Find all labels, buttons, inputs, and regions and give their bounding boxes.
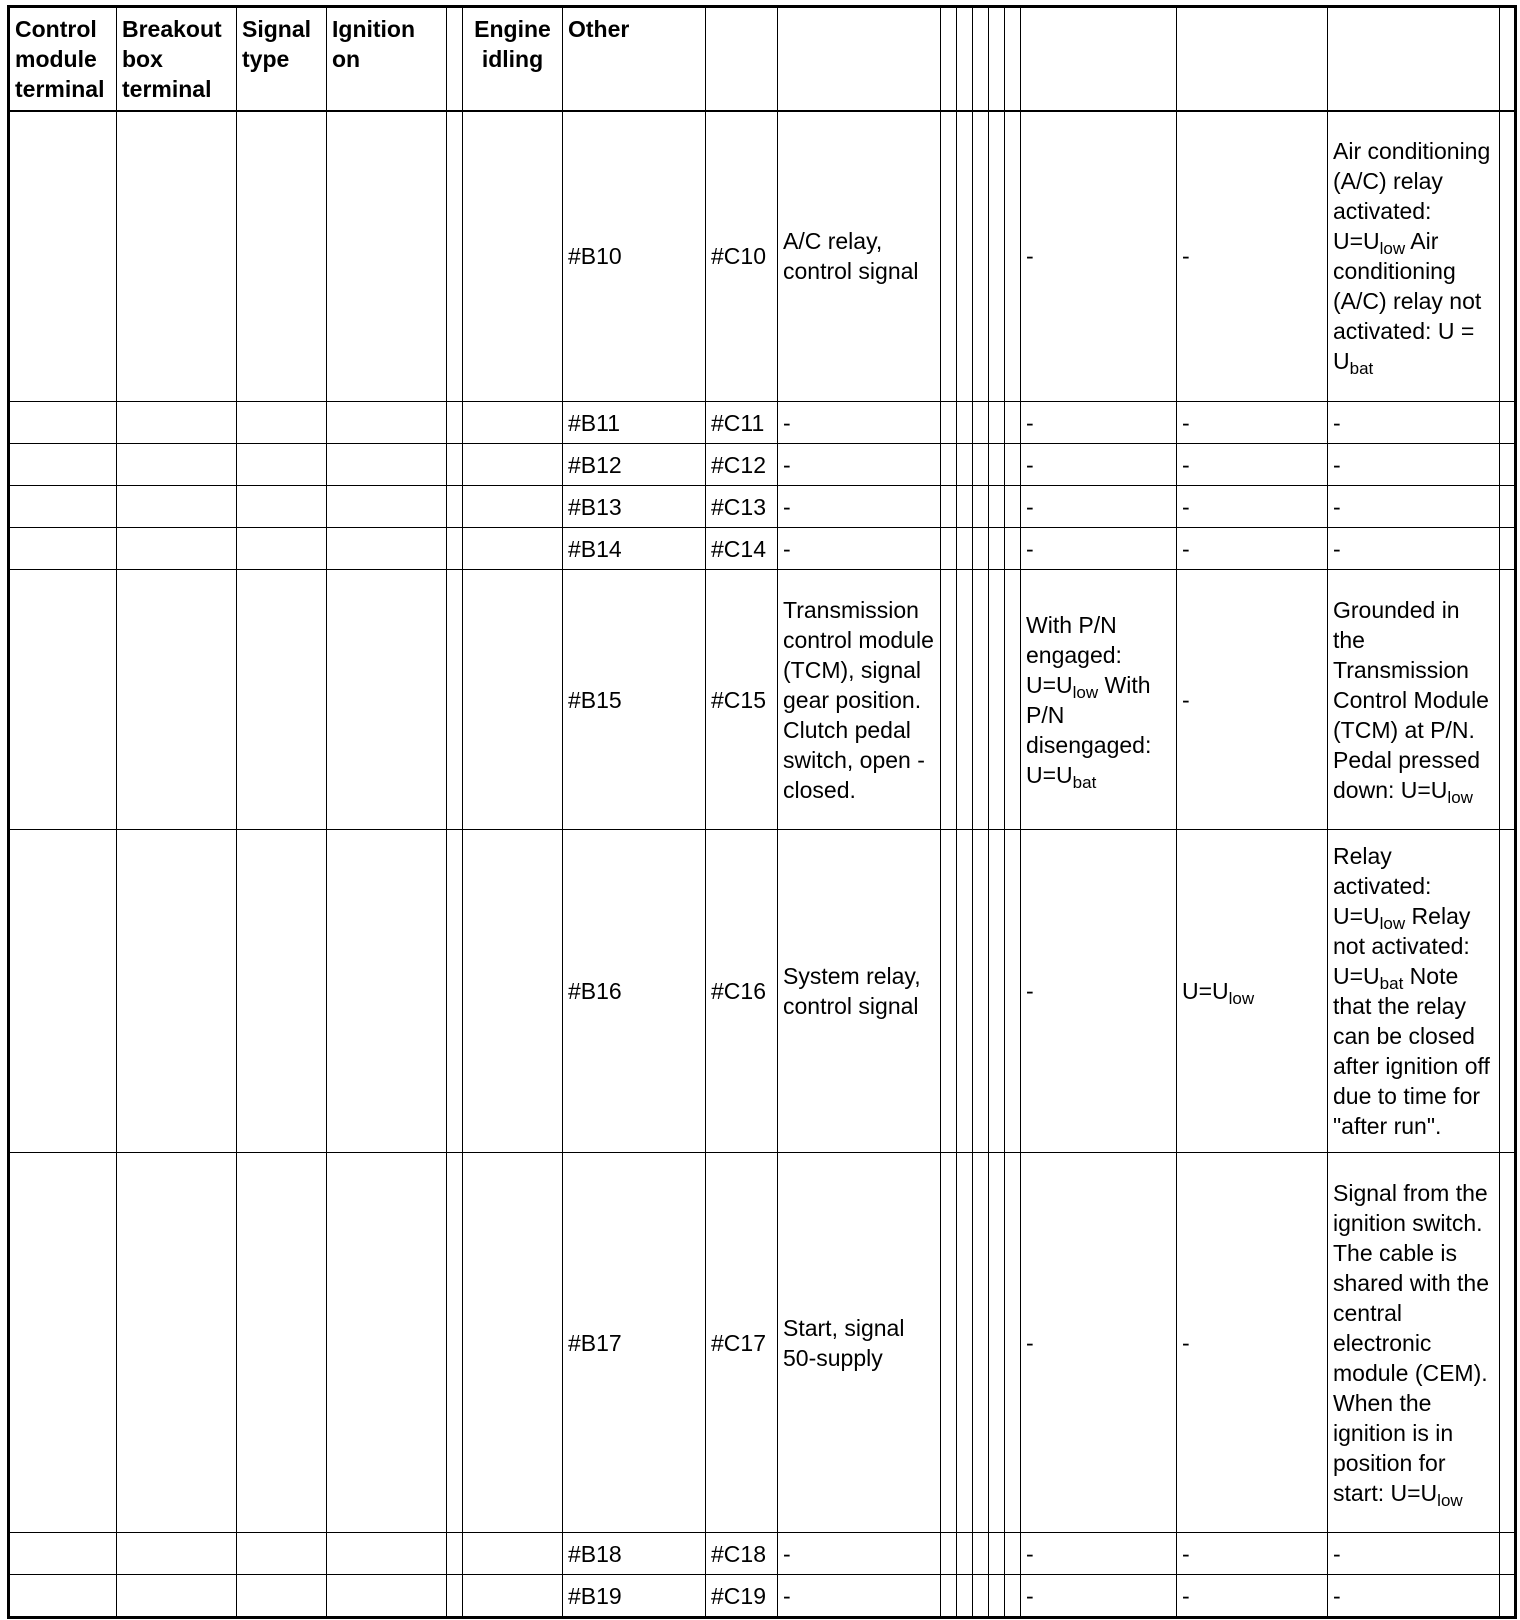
value-cell: - — [1021, 528, 1177, 570]
breakout-c-terminal: #C14 — [706, 528, 778, 570]
breakout-b-terminal: #B19 — [563, 1575, 706, 1618]
breakout-c-terminal: #C12 — [706, 444, 778, 486]
note-cell: - — [1328, 528, 1500, 570]
header-empty — [957, 7, 973, 111]
signal-description: - — [778, 528, 941, 570]
breakout-c-terminal: #C11 — [706, 402, 778, 444]
table-row-b14 — [9, 528, 1516, 570]
signal-description: - — [778, 444, 941, 486]
note-cell: - — [1328, 1533, 1500, 1575]
value-cell: - — [1177, 1575, 1328, 1618]
signal-description: Transmission control module (TCM), signal gear position. Clutch pedal switch, open - closed. — [778, 570, 941, 830]
header-empty — [706, 7, 778, 111]
signal-description: A/C relay, control signal — [778, 111, 941, 402]
breakout-c-terminal: #C15 — [706, 570, 778, 830]
table-row-b18 — [9, 1533, 1516, 1575]
header-row — [9, 7, 1516, 111]
table-row-b16 — [9, 830, 1516, 1153]
table-row-b13 — [9, 486, 1516, 528]
breakout-b-terminal: #B18 — [563, 1533, 706, 1575]
header-control-module-terminal: Control module terminal — [9, 7, 117, 111]
breakout-c-terminal: #C17 — [706, 1153, 778, 1533]
note-cell: Relay activated: $U=U_{low}$ Relay not activated: $U=U_{bat}$ Note that the relay can be closed after ignition off due to time for "after run". — [1328, 830, 1500, 1153]
breakout-c-terminal: #C19 — [706, 1575, 778, 1618]
table-row-b17 — [9, 1153, 1516, 1533]
note-cell: Air conditioning (A/C) relay activated: $U=U_{low}$ Air conditioning (A/C) relay not activated: $U = U_{bat}$ — [1328, 111, 1500, 402]
value-cell: - — [1021, 402, 1177, 444]
breakout-b-terminal: #B15 — [563, 570, 706, 830]
header-empty — [1177, 7, 1328, 111]
value-cell: - — [1177, 111, 1328, 402]
breakout-b-terminal: #B16 — [563, 830, 706, 1153]
table-row-b10 — [9, 111, 1516, 402]
breakout-b-terminal: #B10 — [563, 111, 706, 402]
breakout-c-terminal: #C13 — [706, 486, 778, 528]
note-cell: - — [1328, 1575, 1500, 1618]
terminal-table — [7, 5, 1517, 1619]
signal-description: - — [778, 486, 941, 528]
header-empty — [778, 7, 941, 111]
note-cell: - — [1328, 486, 1500, 528]
breakout-c-terminal: #C18 — [706, 1533, 778, 1575]
signal-description: - — [778, 402, 941, 444]
header-empty — [1021, 7, 1177, 111]
value-cell: - — [1177, 528, 1328, 570]
table-row-b19 — [9, 1575, 1516, 1618]
signal-description: - — [778, 1575, 941, 1618]
header-empty — [1328, 7, 1500, 111]
value-cell: - — [1021, 486, 1177, 528]
header-empty — [447, 7, 463, 111]
header-ignition-on: Ignition on — [327, 7, 447, 111]
table-row-b15 — [9, 570, 1516, 830]
signal-description: System relay, control signal — [778, 830, 941, 1153]
header-empty — [1500, 7, 1516, 111]
breakout-b-terminal: #B13 — [563, 486, 706, 528]
signal-description: Start, signal 50-supply — [778, 1153, 941, 1533]
breakout-b-terminal: #B12 — [563, 444, 706, 486]
value-cell: - — [1021, 444, 1177, 486]
note-cell: Grounded in the Transmission Control Module (TCM) at P/N. Pedal pressed down: $U=U_{low}$ — [1328, 570, 1500, 830]
header-breakout-box-terminal: Breakout box terminal — [117, 7, 237, 111]
table-row-b11 — [9, 402, 1516, 444]
value-cell: With P/N engaged: $U=U_{low}$ With P/N disengaged: $U=U_{bat}$ — [1021, 570, 1177, 830]
breakout-c-terminal: #C10 — [706, 111, 778, 402]
breakout-b-terminal: #B14 — [563, 528, 706, 570]
value-cell: - — [1177, 1533, 1328, 1575]
header-signal-type: Signal type — [237, 7, 327, 111]
value-cell: - — [1177, 444, 1328, 486]
header-engine-idling: Engine idling — [463, 7, 563, 111]
value-cell: - — [1177, 570, 1328, 830]
value-cell: - — [1177, 402, 1328, 444]
value-cell: - — [1021, 1575, 1177, 1618]
value-cell: - — [1021, 1533, 1177, 1575]
value-cell: - — [1021, 830, 1177, 1153]
value-cell: - — [1177, 486, 1328, 528]
header-empty — [973, 7, 989, 111]
header-empty — [989, 7, 1005, 111]
value-cell: - — [1021, 1153, 1177, 1533]
header-empty — [941, 7, 957, 111]
note-cell: - — [1328, 402, 1500, 444]
breakout-c-terminal: #C16 — [706, 830, 778, 1153]
header-empty — [1005, 7, 1021, 111]
header-other: Other — [563, 7, 706, 111]
note-cell: - — [1328, 444, 1500, 486]
note-cell: Signal from the ignition switch. The cable is shared with the central electronic module (CEM). When the ignition is in position for start: $U=U_{low}$ — [1328, 1153, 1500, 1533]
breakout-b-terminal: #B17 — [563, 1153, 706, 1533]
value-cell: - — [1021, 111, 1177, 402]
signal-description: - — [778, 1533, 941, 1575]
value-cell: - — [1177, 1153, 1328, 1533]
value-cell: $U=U_{low}$ — [1177, 830, 1328, 1153]
breakout-b-terminal: #B11 — [563, 402, 706, 444]
table-row-b12 — [9, 444, 1516, 486]
